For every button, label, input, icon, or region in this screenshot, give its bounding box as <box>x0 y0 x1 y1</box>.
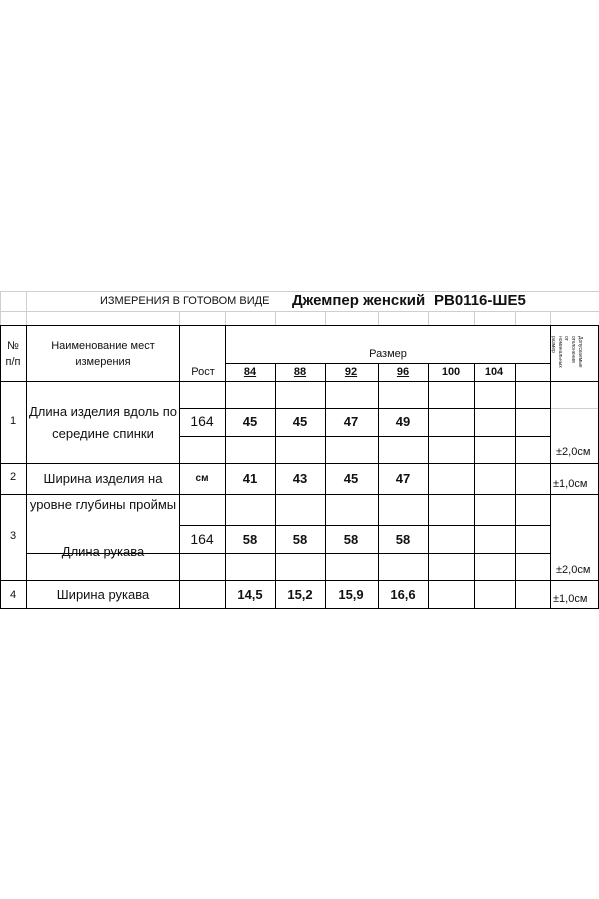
row-name: Длина изделия вдоль по <box>28 404 178 419</box>
column-name-label: Наименование мест <box>51 340 155 352</box>
row-value: 58 <box>242 532 258 547</box>
gridline <box>0 291 1 325</box>
row-unit: см <box>195 473 209 484</box>
row-name: Ширина рукава <box>56 587 150 602</box>
gridline <box>515 311 516 325</box>
row-value: 49 <box>395 414 411 429</box>
row-number: 1 <box>9 415 17 427</box>
gridline <box>225 311 226 325</box>
size-header-line <box>225 363 550 364</box>
row-value: 47 <box>395 471 411 486</box>
column-line <box>325 363 326 608</box>
row-name: середине спинки <box>52 426 154 441</box>
gridline <box>474 311 475 325</box>
row-value: 58 <box>292 532 308 547</box>
gridline <box>0 311 599 312</box>
column-height-label: Рост <box>191 366 215 378</box>
header-bottom-line <box>0 381 599 382</box>
column-line <box>225 325 226 608</box>
tolerance-header: Допускаемые отклонения от номинальных размер <box>550 336 583 368</box>
gridline <box>275 311 276 325</box>
column-line <box>378 363 379 608</box>
row-line <box>179 436 550 437</box>
table-border-top <box>0 325 599 326</box>
row-tolerance: ±2,0см <box>556 564 591 576</box>
row-value: 43 <box>292 471 308 486</box>
size-header: 84 <box>243 366 257 378</box>
row-line <box>179 408 550 409</box>
row-line <box>179 553 550 554</box>
size-header: 100 <box>441 366 461 378</box>
row-value: 58 <box>395 532 411 547</box>
column-number-label: № <box>7 340 19 352</box>
row-value: 58 <box>343 532 359 547</box>
row-line <box>0 494 599 495</box>
row-name: Длина рукава <box>61 544 145 559</box>
gridline <box>179 311 180 325</box>
column-line <box>428 363 429 608</box>
column-name-label: измерения <box>75 356 131 368</box>
row-tolerance: ±2,0см <box>556 446 591 458</box>
row-number: 2 <box>9 471 17 483</box>
row-value: 45 <box>343 471 359 486</box>
row-height: 164 <box>190 413 214 429</box>
row-value: 15,2 <box>287 587 313 602</box>
row-value: 47 <box>343 414 359 429</box>
gridline <box>325 311 326 325</box>
row-value: 15,9 <box>338 587 364 602</box>
gridline <box>428 311 429 325</box>
column-line <box>179 325 180 608</box>
column-line <box>474 363 475 608</box>
row-value: 16,6 <box>390 587 416 602</box>
gridline <box>550 311 551 325</box>
gridline <box>378 311 379 325</box>
gridline <box>550 408 599 409</box>
table-border-bottom <box>0 608 599 609</box>
column-line <box>275 363 276 608</box>
column-number-label: п/п <box>5 356 21 368</box>
product-name: Джемпер женский <box>292 292 426 309</box>
column-line <box>515 363 516 608</box>
row-name: уровне глубины проймы <box>29 497 177 512</box>
row-tolerance: ±1,0см <box>553 593 588 605</box>
row-height: 164 <box>190 531 214 547</box>
size-header: 92 <box>344 366 358 378</box>
size-header: 104 <box>484 366 504 378</box>
size-group-label: Размер <box>369 348 407 360</box>
sheet-caption: ИЗМЕРЕНИЯ В ГОТОВОМ ВИДЕ <box>100 295 270 307</box>
row-line <box>179 525 550 526</box>
row-value: 41 <box>242 471 258 486</box>
size-header: 88 <box>293 366 307 378</box>
row-value: 45 <box>292 414 308 429</box>
row-line <box>0 580 599 581</box>
size-header: 96 <box>396 366 410 378</box>
column-line <box>0 325 1 608</box>
row-value: 45 <box>242 414 258 429</box>
column-line <box>26 325 27 608</box>
gridline <box>26 291 27 325</box>
row-name: Ширина изделия на <box>43 471 163 486</box>
article-code: PB0116-ШЕ5 <box>434 292 526 309</box>
row-value: 14,5 <box>237 587 263 602</box>
row-number: 4 <box>9 589 17 601</box>
row-line <box>0 463 599 464</box>
row-tolerance: ±1,0см <box>553 478 588 490</box>
row-number: 3 <box>9 530 17 542</box>
